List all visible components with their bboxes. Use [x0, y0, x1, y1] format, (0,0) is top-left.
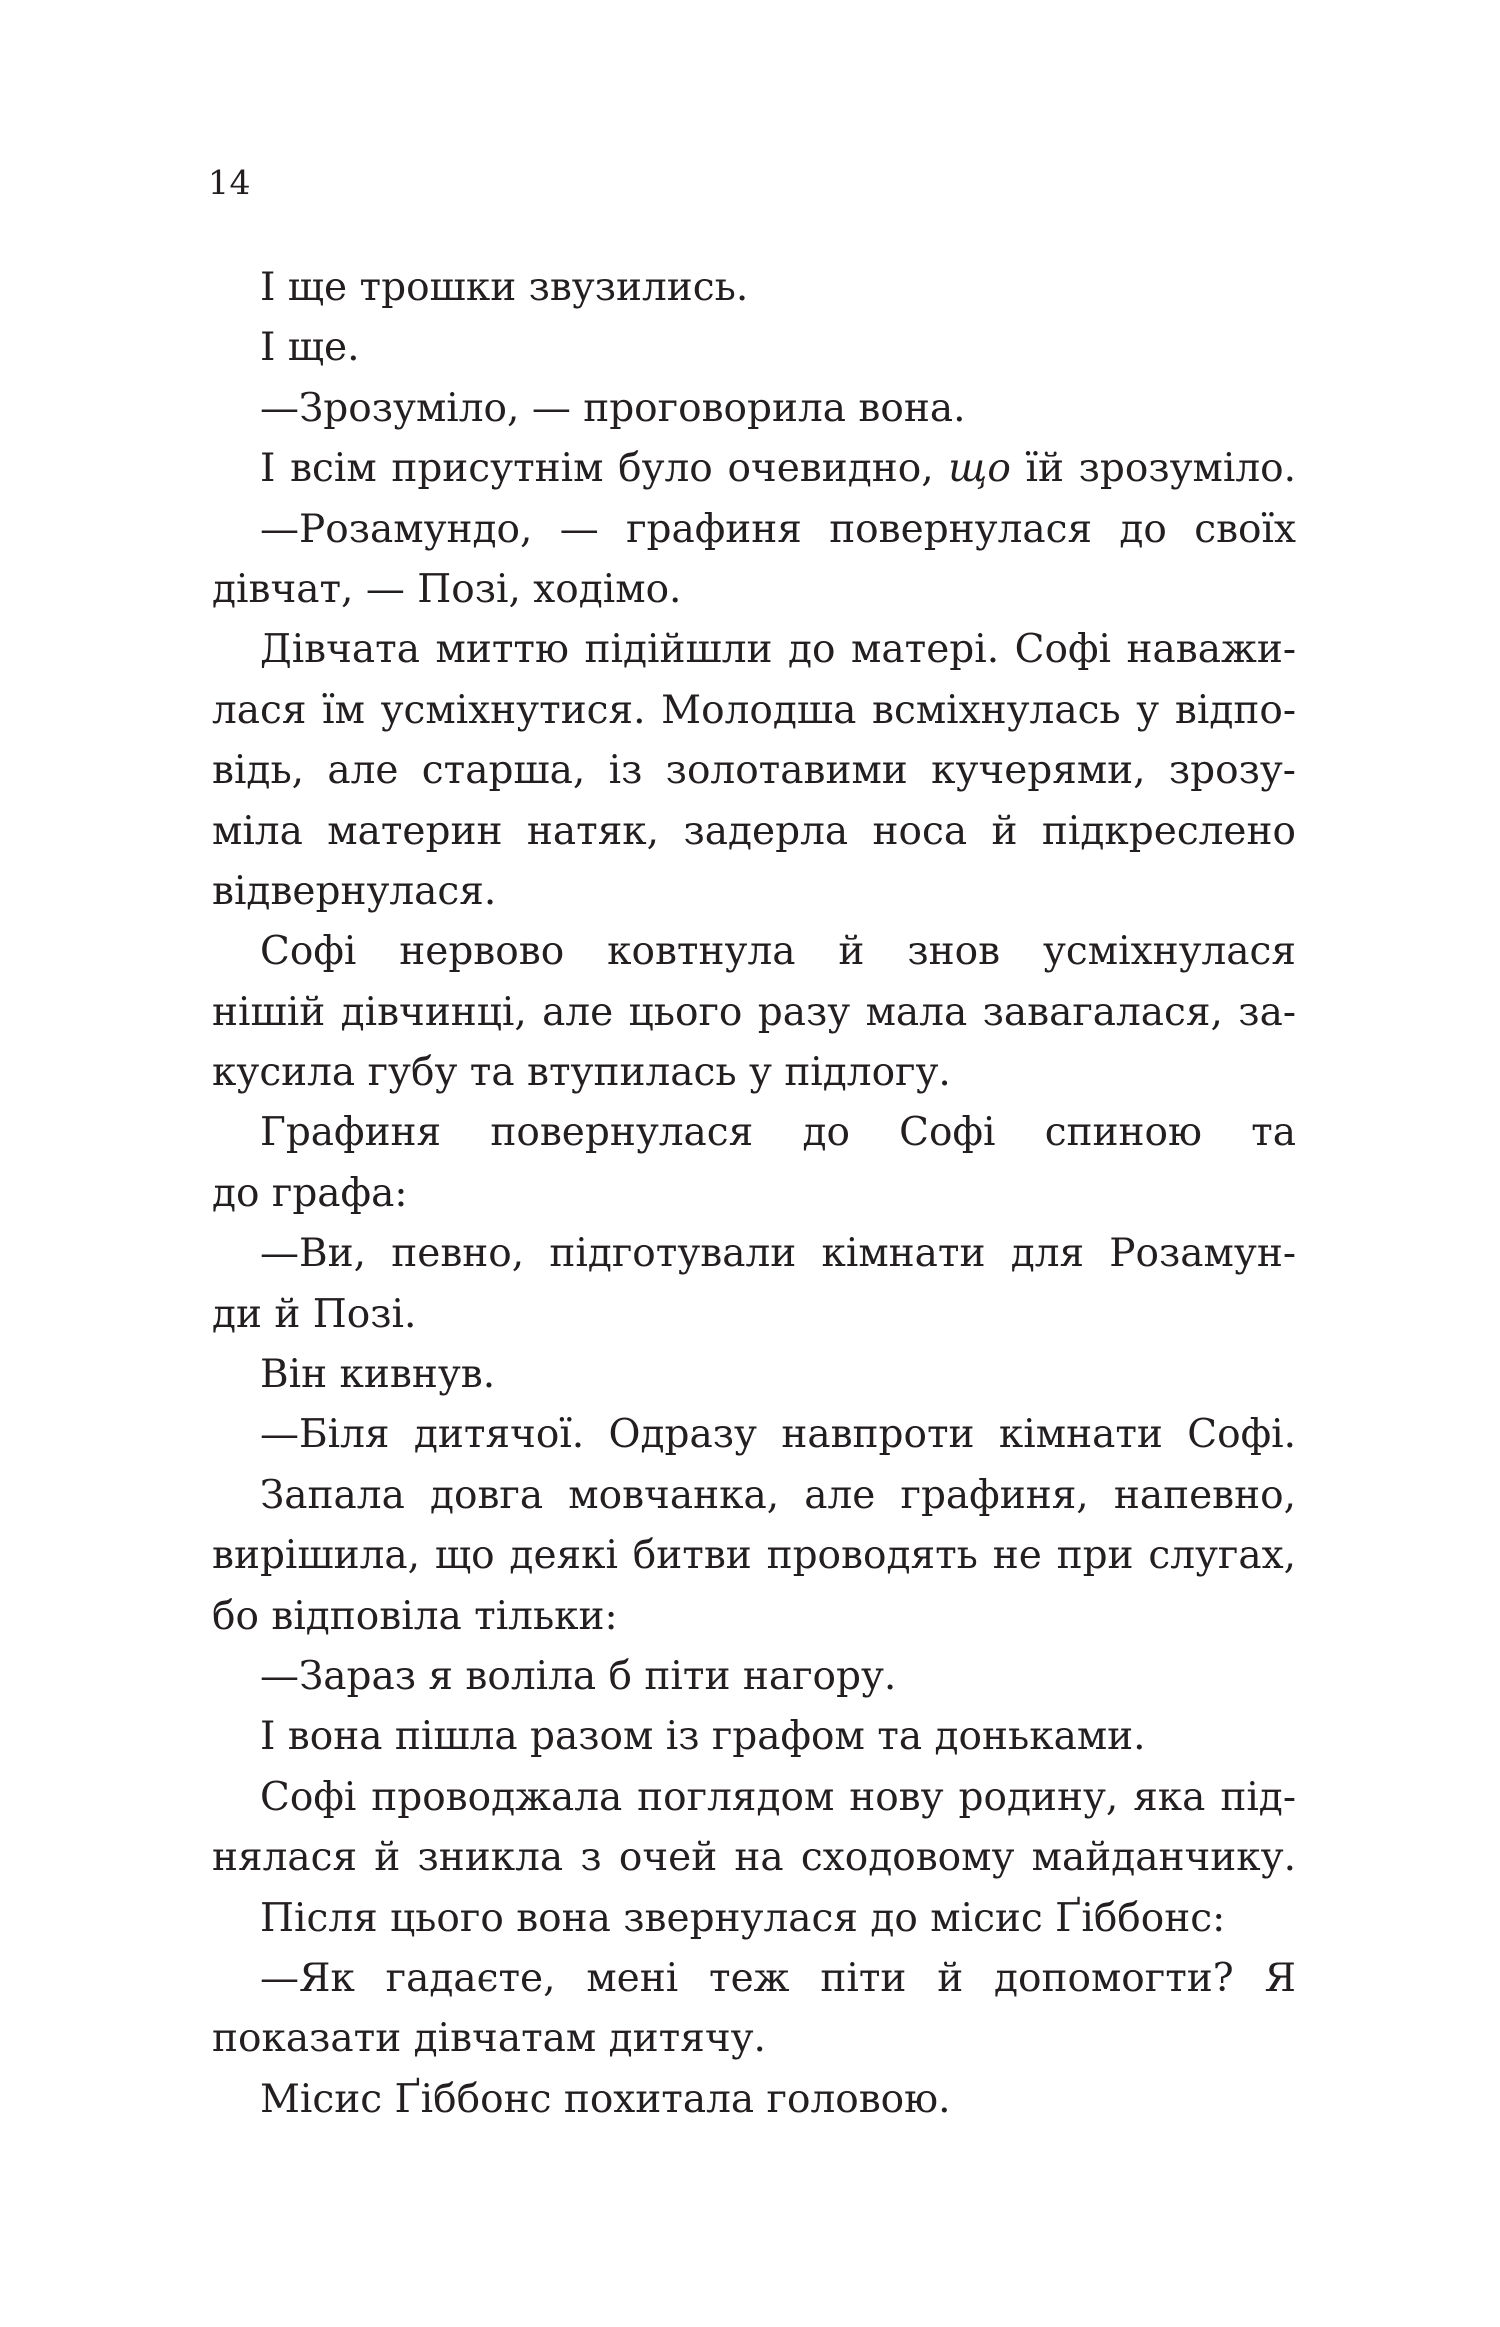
text-line: лася їм усміхнутися. Молодша всміхнулась у відпо-: [212, 687, 1296, 733]
text-line: до графа:: [212, 1170, 408, 1216]
text-line: бо відповіла тільки:: [212, 1593, 618, 1639]
text-line: дівчат, — Позі, ходімо.: [212, 566, 682, 612]
text-line: І ще.: [260, 325, 360, 371]
text-line: Після цього вона звернулася до місис Ґіббонс:: [260, 1895, 1226, 1941]
text-segment: І всім присутнім було очевидно,: [260, 446, 949, 492]
text-line: показати дівчатам дитячу.: [212, 2016, 766, 2062]
text-line: вирішила, що деякі битви проводять не при слугах,: [212, 1533, 1296, 1579]
text-line: —Ви, певно, підготували кімнати для Розамун-: [260, 1231, 1296, 1277]
text-line: —Біля дитячої. Одразу навпроти кімнати Софі.: [260, 1412, 1296, 1458]
text-line: Місис Ґіббонс похитала головою.: [260, 2076, 951, 2122]
emphasis: що: [948, 446, 1011, 492]
text-line: —Як гадаєте, мені теж піти й допомогти? Я: [260, 1955, 1296, 2001]
text-line: [212, 439, 1296, 499]
text-line: Запала довга мовчанка, але графиня, напевно,: [260, 1472, 1296, 1518]
text-line: Софі проводжала поглядом нову родину, яка під-: [260, 1774, 1296, 1820]
text-line: —Зараз я воліла б піти нагору.: [260, 1653, 897, 1699]
page-number: 14: [208, 163, 251, 202]
text-line: І ще трошки звузились.: [260, 265, 749, 310]
text-line: нішій дівчинці, але цього разу мала завагалася, за-: [212, 989, 1296, 1035]
text-line: нялася й зникла з очей на сходовому майданчику.: [212, 1835, 1296, 1881]
text-line: відь, але старша, із золотавими кучерями, зрозу-: [212, 748, 1296, 794]
text-line: І вона пішла разом із графом та доньками.: [260, 1714, 1146, 1760]
text-segment: їй зрозуміло.: [1010, 446, 1296, 492]
text-line: Він кивнув.: [260, 1352, 496, 1398]
text-line: —Розамундо, — графиня повернулася до своїх: [260, 506, 1296, 552]
text-line: Софі нервово ковтнула й знов усміхнулася: [260, 929, 1296, 975]
text-line: ди й Позі.: [212, 1291, 417, 1337]
text-line: Графиня повернулася до Софі спиною та: [260, 1110, 1296, 1156]
body-text: [212, 258, 1296, 2130]
text-line: Дівчата миттю підійшли до матері. Софі наважи-: [260, 627, 1296, 673]
text-line: —Зрозуміло, — проговорила вона.: [260, 385, 966, 431]
text-line: відвернулася.: [212, 868, 497, 914]
text-line: міла материн натяк, задерла носа й підкреслено: [212, 808, 1296, 854]
text-line: кусила губу та втупилась у підлогу.: [212, 1050, 951, 1096]
